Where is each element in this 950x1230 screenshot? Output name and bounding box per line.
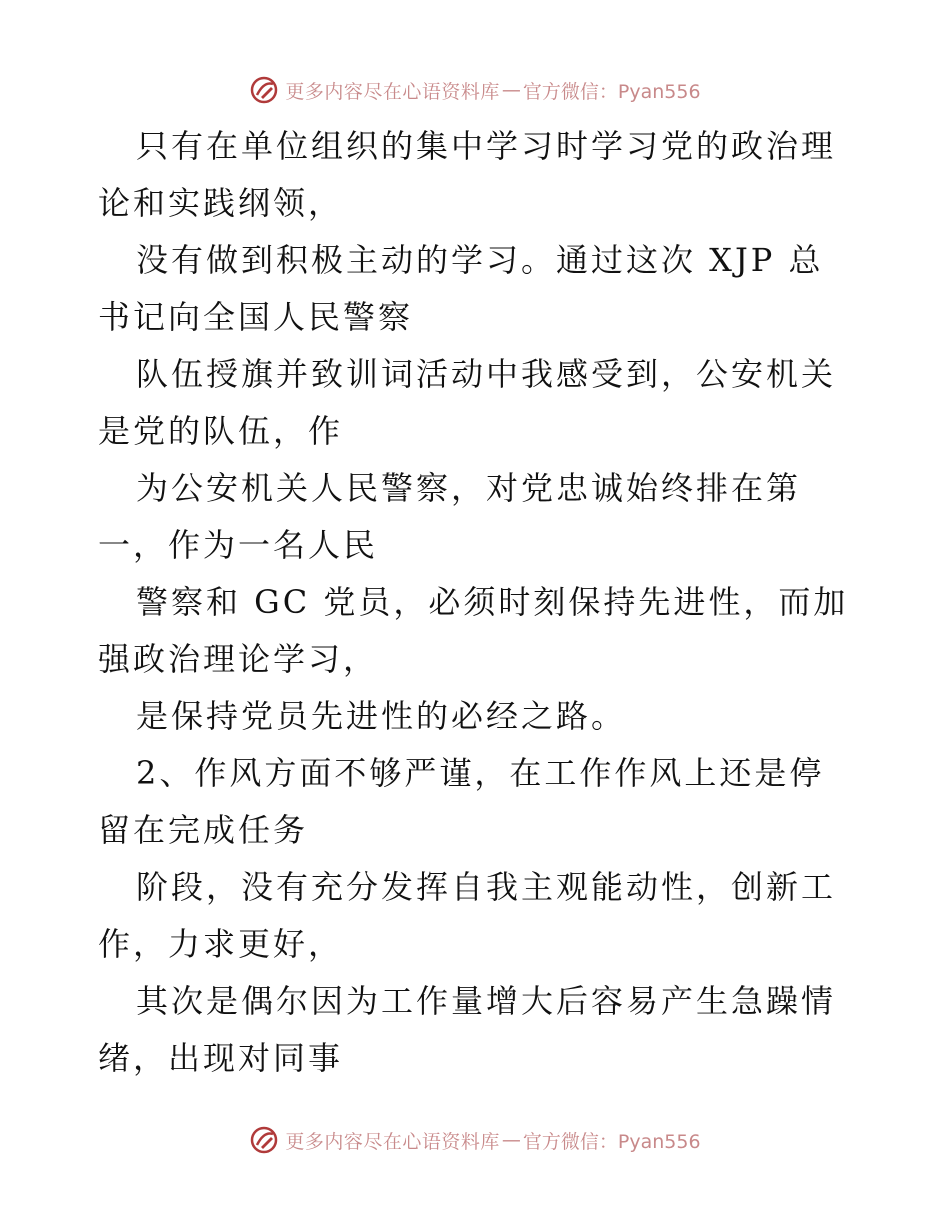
footer-brand: 更多内容尽在心语资料库: [285, 1130, 500, 1153]
paragraph-line: 和实践纲领，: [133, 184, 344, 222]
header-wechat: 官方微信：Pyan556: [522, 80, 701, 103]
paragraph-4: [98, 460, 858, 574]
paragraph-6: [98, 688, 858, 745]
pen-swirl-logo-icon: [249, 75, 279, 105]
paragraph-9: [98, 973, 858, 1087]
paragraph-line: 2、作风方面不够严谨，在工作作风上还是停留: [98, 754, 825, 849]
paragraph-line: 作为一名人民: [168, 526, 379, 564]
footer-separator: —: [501, 1129, 521, 1151]
paragraph-line: 阶段，没有充分发挥自我主观能动性，创新工: [136, 868, 837, 906]
paragraph-line: 警察和 GC 党员，必须时刻保持先进性，而加强: [98, 583, 849, 678]
header-brand: 更多内容尽在心语资料库: [285, 80, 500, 103]
paragraph-7: [98, 745, 858, 859]
paragraph-line: 是保持党员先进性的必经之路。: [136, 697, 627, 735]
footer-watermark: [0, 1120, 950, 1160]
paragraph-line: 队伍授旗并致训词活动中我感受到，公安机关是: [98, 355, 837, 450]
paragraph-line: 作，力求更好，: [98, 925, 344, 963]
pen-swirl-logo-icon: [249, 1125, 279, 1155]
paragraph-2: [98, 232, 858, 346]
paragraph-8: [98, 859, 858, 973]
paragraph-line: 其次是偶尔因为工作量增大后容易产生急躁情: [136, 982, 837, 1020]
paragraph-line: 政治理论学习，: [133, 640, 379, 678]
footer-wechat: 官方微信：Pyan556: [522, 1130, 701, 1153]
header-watermark: [0, 70, 950, 110]
paragraph-line: 没有做到积极主动的学习。通过这次 XJP 总书: [98, 241, 824, 336]
paragraph-line: 为公安机关人民警察，对党忠诚始终排在第一，: [98, 469, 802, 564]
paragraph-line: 绪，出现对同事: [98, 1039, 344, 1077]
paragraph-line: 党的队伍，作: [133, 412, 344, 450]
paragraph-1: [98, 118, 858, 232]
paragraph-3: [98, 346, 858, 460]
paragraph-line: 在完成任务: [133, 811, 309, 849]
paragraph-5: [98, 574, 858, 688]
paragraph-line: 记向全国人民警察: [133, 298, 414, 336]
paragraph-line: 只有在单位组织的集中学习时学习党的政治理论: [98, 127, 837, 222]
header-separator: —: [501, 79, 521, 101]
document-body: [98, 118, 858, 1087]
